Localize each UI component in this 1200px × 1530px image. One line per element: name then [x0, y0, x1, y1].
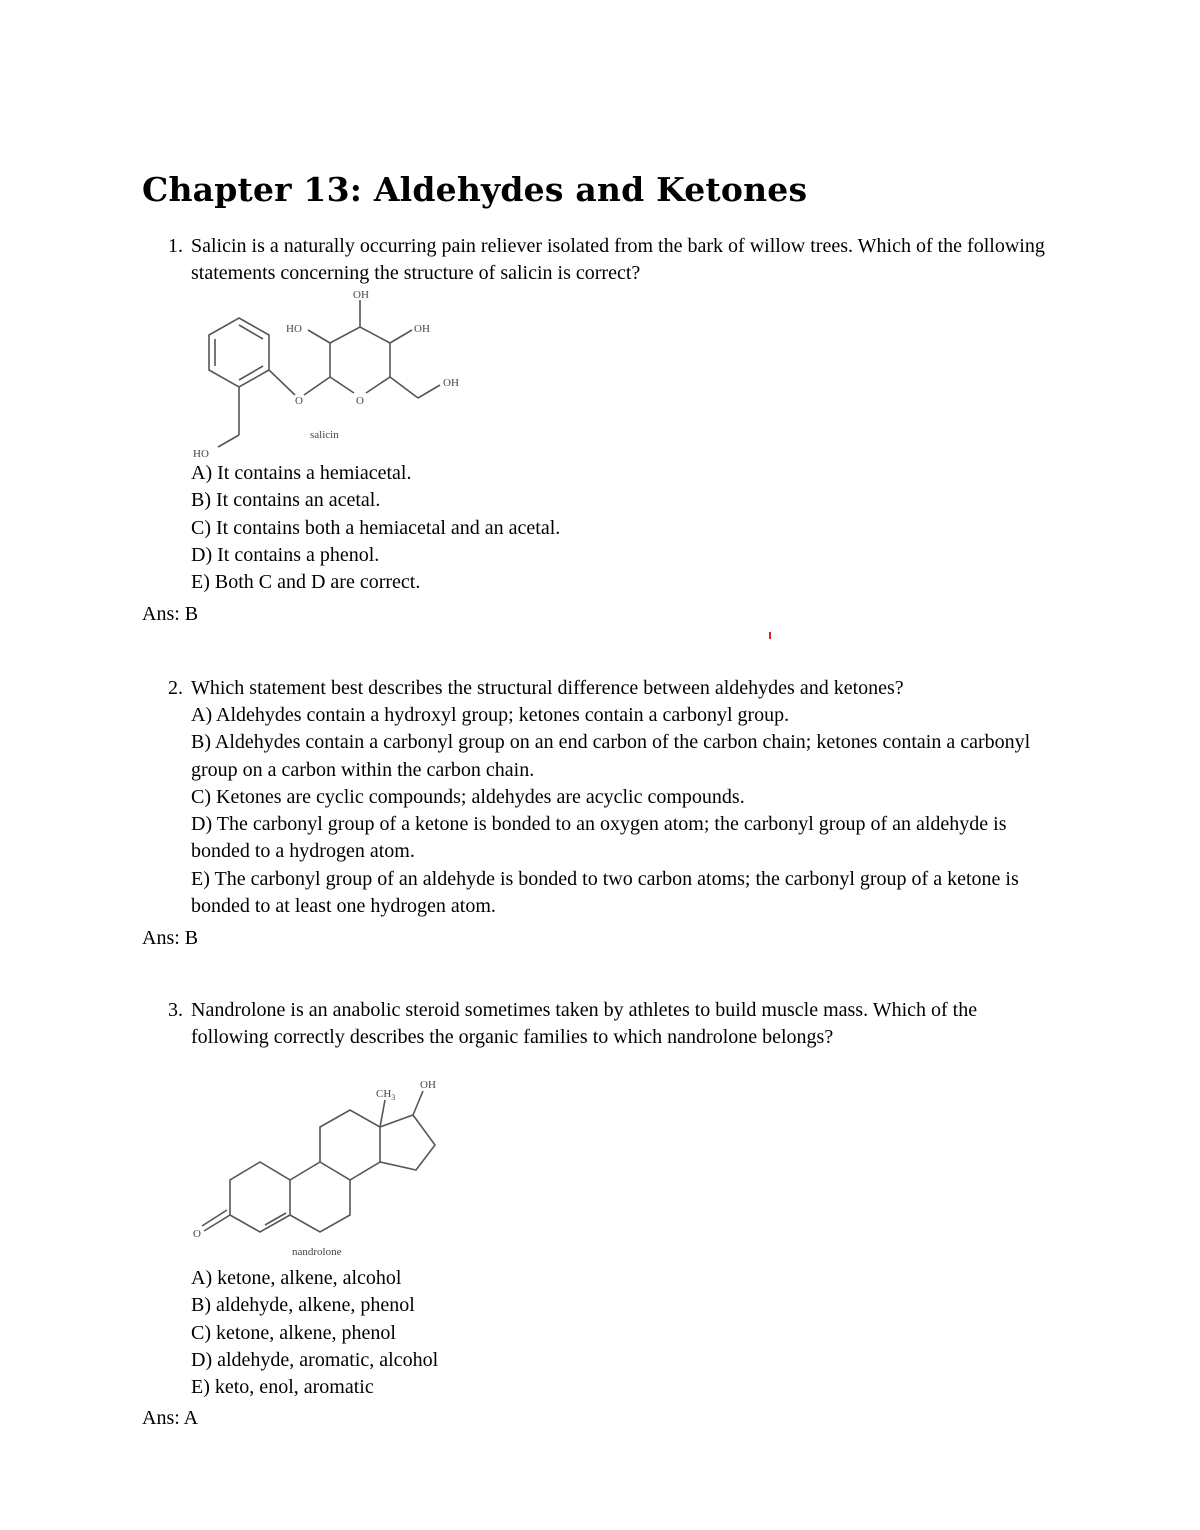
- question-3-number: 3.: [168, 999, 183, 1021]
- option-e: E) keto, enol, aromatic: [191, 1376, 374, 1399]
- nandrolone-structure: [190, 1075, 460, 1265]
- option-b: B) It contains an acetal.: [191, 489, 381, 512]
- salicin-label-ho-bottom: HO: [193, 448, 209, 460]
- nandrolone-label-o: O: [193, 1228, 201, 1240]
- option-b: B) aldehyde, alkene, phenol: [191, 1294, 415, 1317]
- question-2-text: Which statement best describes the structural difference between aldehydes and ketones?: [191, 677, 904, 699]
- salicin-label-o-link: O: [295, 395, 303, 407]
- salicin-label-oh-ch2: OH: [443, 377, 459, 389]
- red-annotation-mark: [769, 632, 771, 639]
- question-1-number: 1.: [168, 235, 183, 257]
- option-c: C) Ketones are cyclic compounds; aldehydes are acyclic compounds.: [191, 785, 745, 808]
- nandrolone-caption: nandrolone: [292, 1246, 342, 1258]
- option-c: C) ketone, alkene, phenol: [191, 1321, 396, 1344]
- question-3-text: Nandrolone is an anabolic steroid sometimes taken by athletes to build muscle mass. Which of the following correctly describes the organic families to which nandrolone belongs?: [191, 999, 978, 1048]
- question-2-number: 2.: [168, 677, 183, 699]
- option-a: A) It contains a hemiacetal.: [191, 462, 412, 484]
- option-e: E) The carbonyl group of an aldehyde is bonded to two carbon atoms; the carbonyl group of a ketone is bonded to at least one hydrogen atom.: [191, 867, 1019, 918]
- option-b: B) Aldehydes contain a carbonyl group on an end carbon of the carbon chain; ketones contain a carbonyl group on a carbon within the carbon chain.: [191, 731, 1031, 781]
- salicin-label-oh-top: OH: [353, 289, 369, 301]
- option-a: A) Aldehydes contain a hydroxyl group; ketones contain a carbonyl group.: [191, 704, 790, 726]
- question-1-options: [191, 460, 1051, 596]
- question-2-answer: Ans: B: [142, 927, 199, 949]
- nandrolone-label-ch3: $CH_3$: [376, 1088, 396, 1102]
- chapter-title: Chapter 13: Aldehydes and Ketones: [142, 170, 808, 209]
- option-d: D) The carbonyl group of a ketone is bonded to an oxygen atom; the carbonyl group of an aldehyde is bonded to a hydrogen atom.: [191, 813, 1007, 863]
- question-1-text: Salicin is a naturally occurring pain reliever isolated from the bark of willow trees. Which of the following statements concerning the structure of salicin is correct?: [191, 235, 1045, 284]
- question-3-answer: Ans: A: [142, 1407, 199, 1429]
- question-3-options: [191, 1265, 1051, 1401]
- salicin-label-ho-left: HO: [286, 323, 302, 335]
- question-2-options: [191, 702, 1051, 920]
- option-e: E) Both C and D are correct.: [191, 571, 421, 594]
- option-d: D) It contains a phenol.: [191, 543, 380, 566]
- salicin-label-o-ring: O: [356, 395, 364, 407]
- salicin-caption: salicin: [310, 429, 339, 441]
- option-a: A) ketone, alkene, alcohol: [191, 1267, 402, 1289]
- salicin-label-oh-right: OH: [414, 323, 430, 335]
- question-1-answer: Ans: B: [142, 603, 199, 625]
- option-d: D) aldehyde, aromatic, alcohol: [191, 1348, 439, 1371]
- salicin-structure: [190, 285, 490, 460]
- nandrolone-label-oh: OH: [420, 1079, 436, 1091]
- option-c: C) It contains both a hemiacetal and an acetal.: [191, 516, 561, 539]
